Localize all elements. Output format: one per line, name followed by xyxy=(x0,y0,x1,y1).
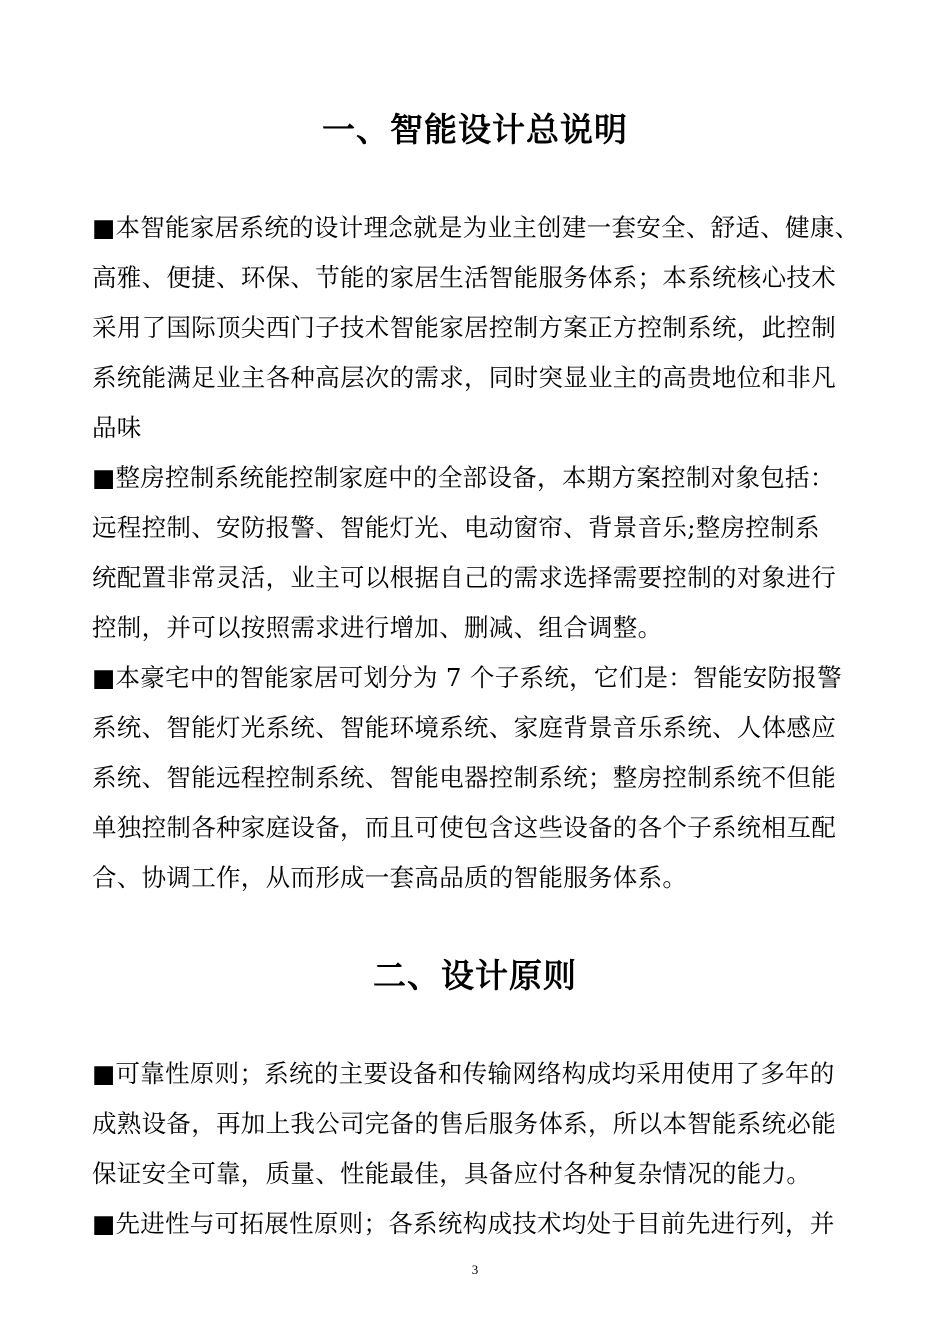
paragraph-line: ■可靠性原则；系统的主要设备和传输网络构成均采用使用了多年的 xyxy=(92,1059,835,1088)
paragraph-line: 品味 xyxy=(92,413,142,442)
section-heading-design-overview: 一、智能设计总说明 xyxy=(322,110,628,149)
paragraph-line: 高雅、便捷、环保、节能的家居生活智能服务体系；本系统核心技术 xyxy=(92,263,836,292)
paragraph-line: ■本智能家居系统的设计理念就是为业主创建一套安全、舒适、健康、 xyxy=(92,213,860,242)
paragraph-subsystems xyxy=(92,653,882,903)
paragraph-line: 保证安全可靠，质量、性能最佳，具备应付各种复杂情况的能力。 xyxy=(92,1159,812,1188)
paragraph-line: 单独控制各种家庭设备，而且可使包含这些设备的各个子系统相互配 xyxy=(92,813,836,842)
paragraph-line: 系统、智能远程控制系统、智能电器控制系统；整房控制系统不但能 xyxy=(92,763,836,792)
paragraph-line: 系统能满足业主各种高层次的需求，同时突显业主的高贵地位和非凡 xyxy=(92,363,836,392)
paragraph-line: 系统、智能灯光系统、智能环境系统、家庭背景音乐系统、人体感应 xyxy=(92,713,836,742)
paragraph-line: 统配置非常灵活，业主可以根据自己的需求选择需要控制的对象进行 xyxy=(92,563,836,592)
paragraph-design-concept xyxy=(92,203,882,453)
paragraph-line: 远程控制、安防报警、智能灯光、电动窗帘、背景音乐;整房控制系 xyxy=(92,513,820,542)
paragraph-whole-house-control xyxy=(92,453,882,653)
paragraph-line: ■先进性与可拓展性原则；各系统构成技术均处于目前先进行列，并 xyxy=(92,1209,835,1238)
paragraph-line: ■本豪宅中的智能家居可划分为 7 个子系统，它们是：智能安防报警 xyxy=(92,663,842,692)
paragraph-line: ■整房控制系统能控制家庭中的全部设备，本期方案控制对象包括： xyxy=(92,463,835,492)
page-number: 3 xyxy=(471,1262,479,1277)
paragraph-advancement-principle xyxy=(92,1199,882,1249)
paragraph-line: 合、协调工作，从而形成一套高品质的智能服务体系。 xyxy=(92,863,688,892)
paragraph-reliability-principle xyxy=(92,1049,882,1199)
paragraph-line: 成熟设备，再加上我公司完备的售后服务体系，所以本智能系统必能 xyxy=(92,1109,836,1138)
paragraph-line: 采用了国际顶尖西门子技术智能家居控制方案正方控制系统，此控制 xyxy=(92,313,836,342)
section-heading-design-principles: 二、设计原则 xyxy=(373,956,577,995)
paragraph-line: 控制，并可以按照需求进行增加、删减、组合调整。 xyxy=(92,613,663,642)
